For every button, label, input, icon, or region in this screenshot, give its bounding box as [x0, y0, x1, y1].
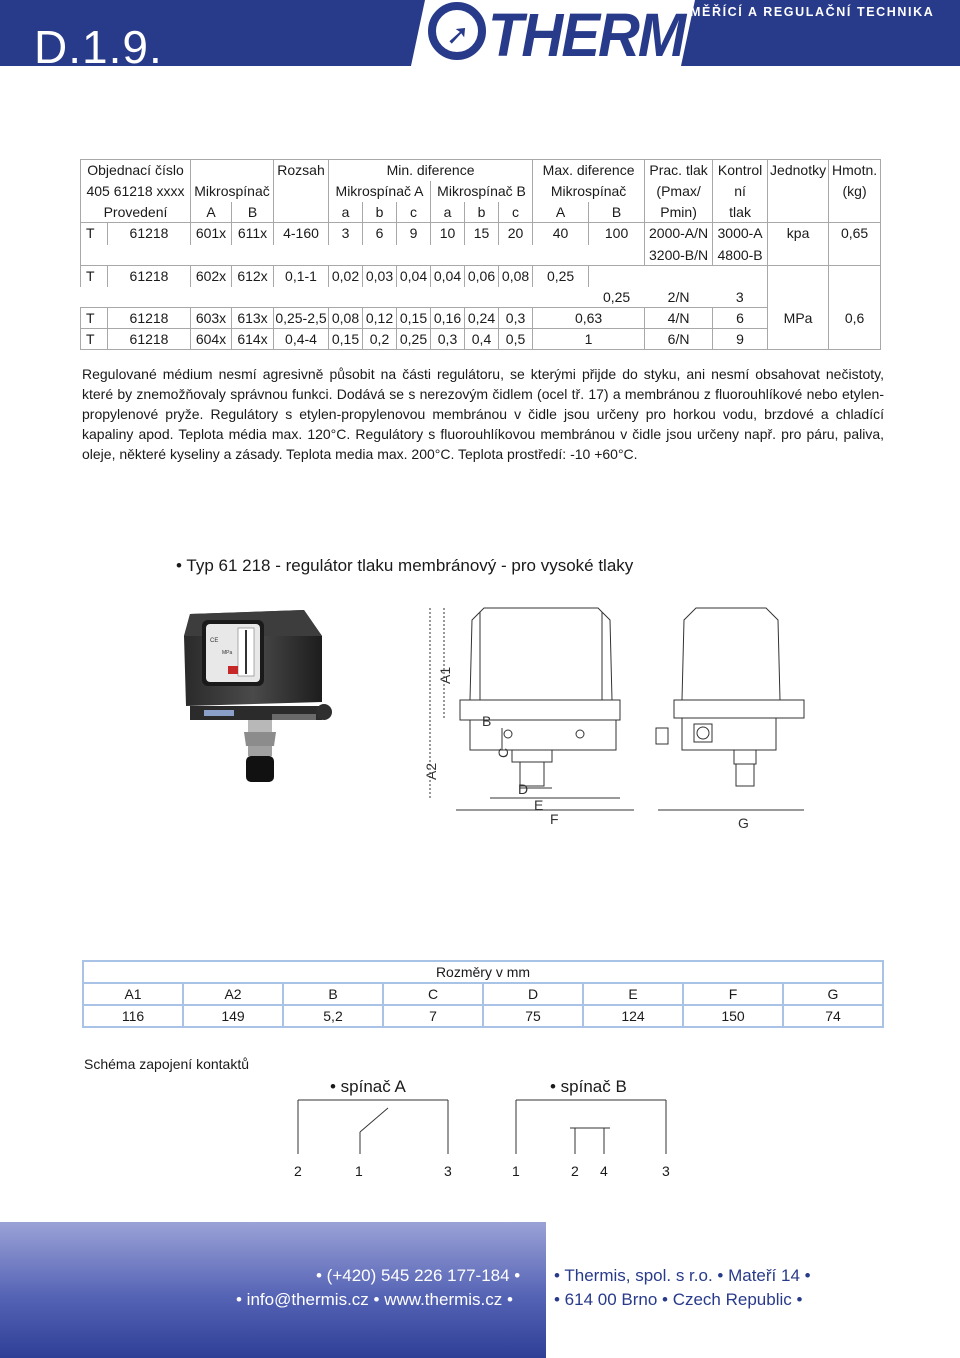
row-range: 0,1-1: [274, 266, 329, 287]
dim-header: F: [683, 983, 783, 1005]
row-kontrol: 3: [735, 288, 744, 305]
company-tagline: MĚŘÍCÍ A REGULAČNÍ TECHNIKA: [690, 5, 935, 19]
pin-label: 3: [444, 1163, 452, 1179]
row-provedeni-b: 611x: [232, 223, 274, 245]
header-max-diference: Max. diference: [533, 160, 645, 181]
row-provedeni-b: 612x: [232, 266, 274, 287]
header-jednotky: Jednotky: [768, 160, 829, 181]
footer-contacts-link[interactable]: • info@thermis.cz • www.thermis.cz •: [236, 1290, 513, 1309]
row-prac-tlak: 2000-A/N: [645, 223, 713, 245]
row-weight: 0,6: [829, 308, 881, 329]
row-min-a-a: 0,02: [329, 266, 363, 287]
row-kontrol: 6: [713, 308, 768, 329]
row-range: 0,25-2,5: [274, 308, 329, 329]
row-prac-empty: [645, 266, 713, 287]
dim-label-d: D: [518, 781, 529, 797]
row-kontrol: 3000-A: [713, 223, 768, 245]
header-range-empty: [274, 202, 329, 223]
row-min-b-c: 0,5: [499, 329, 533, 350]
header-max-b: B: [589, 202, 645, 223]
row-min-a-b: 6: [363, 223, 397, 245]
dim-header: B: [283, 983, 383, 1005]
header-jednotky-empty: [768, 181, 829, 202]
dim-label-b: B: [482, 713, 492, 729]
row-min-b-b: 15: [465, 223, 499, 245]
switch-b-symbol: [516, 1100, 666, 1154]
dim-value: 7: [383, 1005, 483, 1027]
row-weight-empty: [829, 329, 881, 350]
footer-phone: • (+420) 545 226 177-184 •: [316, 1266, 521, 1285]
row-min-b-c: 0,3: [499, 308, 533, 329]
row-range: 0,4-4: [274, 329, 329, 350]
switch-a-symbol: [298, 1100, 448, 1154]
dim-header: E: [583, 983, 683, 1005]
row-empty: [81, 245, 645, 266]
row-weight-empty: [829, 287, 881, 308]
row-min-a-b: 0,2: [363, 329, 397, 350]
photo-ce-label: CE: [210, 638, 219, 644]
row-min-a-c: 0,15: [397, 308, 431, 329]
pin-label: 1: [512, 1163, 520, 1179]
table-row: [81, 329, 881, 350]
header-tlak: tlak: [713, 202, 768, 223]
product-photo: [176, 606, 336, 786]
dimensions-header-row: [83, 983, 883, 1005]
dim-label-g: G: [738, 815, 749, 831]
spec-header-row-1: [81, 160, 881, 181]
header-min-b-b: b: [465, 202, 499, 223]
header-kg: (kg): [829, 181, 881, 202]
table-row: [81, 308, 881, 329]
row-weight-empty: [829, 266, 881, 287]
row-min-b-b: 0,24: [465, 308, 499, 329]
row-unit-empty: [768, 266, 829, 287]
row-provedeni-a: 603x: [191, 308, 232, 329]
pin-label: 1: [355, 1163, 363, 1179]
row-provedeni-a: 604x: [191, 329, 232, 350]
dim-value: 116: [83, 1005, 183, 1027]
dimension-drawing: [420, 600, 820, 840]
product-type-title: • Typ 61 218 - regulátor tlaku membránový - pro vysoké tlaky: [176, 556, 634, 575]
table-row: [81, 223, 881, 245]
photo-unit-label: MPa: [222, 650, 233, 656]
row-min-b-b: 0,06: [465, 266, 499, 287]
order-number-pattern: 405 61218 xxxx: [81, 181, 191, 202]
header-min-a-c: c: [397, 202, 431, 223]
header-hmotn: Hmotn.: [829, 160, 881, 181]
footer-city: • 614 00 Brno • Czech Republic •: [554, 1290, 803, 1309]
spec-header-row-2: [81, 181, 881, 202]
row-unit: kpa: [768, 223, 829, 245]
dim-label-a2: A2: [423, 762, 439, 780]
row-prac-tlak: 6/N: [645, 329, 713, 350]
row-min-b-a: 0,3: [431, 329, 465, 350]
table-row: [81, 266, 881, 287]
spec-table: [80, 159, 881, 350]
row-number: 61218: [108, 308, 191, 329]
row-type: T: [81, 308, 108, 329]
dim-header: A1: [83, 983, 183, 1005]
header-pmin: Pmin): [645, 202, 713, 223]
company-logo: THERMIS: [488, 1, 735, 70]
header-empty: [191, 160, 274, 181]
header-pmax: (Pmax/: [645, 181, 713, 202]
pin-label: 3: [662, 1163, 670, 1179]
row-prac-tlak: 4/N: [645, 308, 713, 329]
dim-header: G: [783, 983, 883, 1005]
dimensions-title: Rozměry v mm: [83, 961, 883, 983]
row-min-b-b: 0,4: [465, 329, 499, 350]
row-min-a-a: 3: [329, 223, 363, 245]
header-kontrol-2: ní: [713, 181, 768, 202]
row-unit: MPa: [768, 308, 829, 329]
header-objednaci: Objednací číslo: [81, 160, 191, 181]
row-max-b-empty: [589, 266, 645, 287]
page-footer: [0, 1222, 960, 1358]
row-type: T: [81, 329, 108, 350]
row-prac-tlak-2: 3200-B/N: [645, 245, 713, 266]
section-code: D.1.9.: [34, 21, 163, 73]
table-row-continuation: [81, 287, 881, 308]
header-provedeni: Provedení: [81, 202, 191, 223]
wiring-schema: [280, 1072, 700, 1192]
row-type: T: [81, 223, 108, 245]
row-min-a-b: 0,12: [363, 308, 397, 329]
header-min-a-b: b: [363, 202, 397, 223]
header-weight-empty: [829, 202, 881, 223]
row-provedeni-b: 613x: [232, 308, 274, 329]
row-range: 4-160: [274, 223, 329, 245]
dimensions-value-row: [83, 1005, 883, 1027]
header-min-b-c: c: [499, 202, 533, 223]
dim-header: D: [483, 983, 583, 1005]
header-min-diference: Min. diference: [329, 160, 533, 181]
row-min-b-c: 0,08: [499, 266, 533, 287]
header-mikrospinac-b: Mikrospínač B: [431, 181, 533, 202]
row-max-b: 100: [589, 223, 645, 245]
row-min-a-c: 0,25: [397, 329, 431, 350]
row-max-ab: 1: [533, 329, 645, 350]
row-provedeni-b: 614x: [232, 329, 274, 350]
footer-company: • Thermis, spol. s r.o. • Mateří 14 •: [554, 1266, 811, 1285]
row-max-ab: 0,63: [533, 308, 645, 329]
row-min-a-a: 0,15: [329, 329, 363, 350]
row-min-b-a: 10: [431, 223, 465, 245]
header-kontrol: Kontrol: [713, 160, 768, 181]
logo-arrow-icon: ➚: [446, 19, 470, 50]
row-type: T: [81, 266, 108, 287]
row-min-a-c: 0,04: [397, 266, 431, 287]
switch-b-label: • spínač B: [550, 1077, 627, 1096]
page-header: [0, 0, 960, 73]
product-description: Regulované médium nesmí agresivně působit na části regulátoru, se kterými přijde do styku, ani nesmí obsahovat nečistoty, které by znemožňovaly správnou funkci. Dodává se s nerezovým čidlem (ocel tř. 17) a membránou z fluorouhlíkové nebo etylen-propylenové pryže. Regulátory s etylen-propylenovou membránou v čidle jsou určeny pro horkou vodu, brzdové a chladící kapaliny apod. Teplota média max. 120°C. Regulátory s fluorouhlíkovou membránou v čidle jsou určeny např. pro páru, paliva, oleje, některé kyseliny a zásady. Teplota media max. 200°C. Teplota prostředí: -10 +60°C.: [82, 366, 884, 462]
dim-value: 5,2: [283, 1005, 383, 1027]
dim-label-e: E: [534, 797, 544, 813]
row-min-a-a: 0,08: [329, 308, 363, 329]
header-mikrospinac-max: Mikrospínač: [533, 181, 645, 202]
row-kontrol-2: 4800-B: [713, 245, 768, 266]
header-empty-range: [274, 181, 329, 202]
row-weight: 0,65: [829, 223, 881, 245]
row-provedeni-a: 602x: [191, 266, 232, 287]
row-prac-tlak: 2/N: [667, 288, 690, 305]
table-row-continuation: [81, 245, 881, 266]
row-kontrol-empty: [713, 266, 768, 287]
header-max-a: A: [533, 202, 589, 223]
dim-label-f: F: [550, 811, 559, 827]
dim-value: 74: [783, 1005, 883, 1027]
row-empty: [81, 287, 589, 308]
row-min-b-c: 20: [499, 223, 533, 245]
row-min-a-b: 0,03: [363, 266, 397, 287]
row-unit-empty: [768, 329, 829, 350]
header-prac-tlak: Prac. tlak: [645, 160, 713, 181]
header-col-a: A: [191, 202, 232, 223]
row-unit-empty: [768, 287, 829, 308]
switch-a-label: • spínač A: [330, 1077, 406, 1096]
header-mikrospinac: Mikrospínač: [191, 181, 274, 202]
header-mikrospinac-a: Mikrospínač A: [329, 181, 431, 202]
dimensions-table: [82, 960, 884, 1028]
dim-value: 149: [183, 1005, 283, 1027]
row-min-b-a: 0,04: [431, 266, 465, 287]
row-number: 61218: [108, 266, 191, 287]
row-max-a: 0,25: [533, 266, 589, 287]
header-min-b-a: a: [431, 202, 465, 223]
row-provedeni-a: 601x: [191, 223, 232, 245]
spec-header-row-3: [81, 202, 881, 223]
row-min-b-a: 0,16: [431, 308, 465, 329]
row-max-b: 0,25: [602, 288, 631, 305]
dim-value: 150: [683, 1005, 783, 1027]
dim-header: A2: [183, 983, 283, 1005]
row-kontrol: 9: [713, 329, 768, 350]
pin-label: 4: [600, 1163, 608, 1179]
header-rozsah: Rozsah: [274, 160, 329, 181]
schema-title: Schéma zapojení kontaktů: [84, 1056, 249, 1072]
header-min-a-a: a: [329, 202, 363, 223]
dim-label-a1: A1: [437, 666, 453, 684]
row-max-a: 40: [533, 223, 589, 245]
row-min-a-c: 9: [397, 223, 431, 245]
row-weight-empty: [829, 245, 881, 266]
pin-label: 2: [571, 1163, 579, 1179]
row-unit-empty: [768, 245, 829, 266]
pin-label: 2: [294, 1163, 302, 1179]
header-unit-empty: [768, 202, 829, 223]
row-number: 61218: [108, 223, 191, 245]
dim-value: 75: [483, 1005, 583, 1027]
row-number: 61218: [108, 329, 191, 350]
dim-value: 124: [583, 1005, 683, 1027]
dim-header: C: [383, 983, 483, 1005]
dim-label-c: C: [495, 747, 511, 758]
header-col-b: B: [232, 202, 274, 223]
